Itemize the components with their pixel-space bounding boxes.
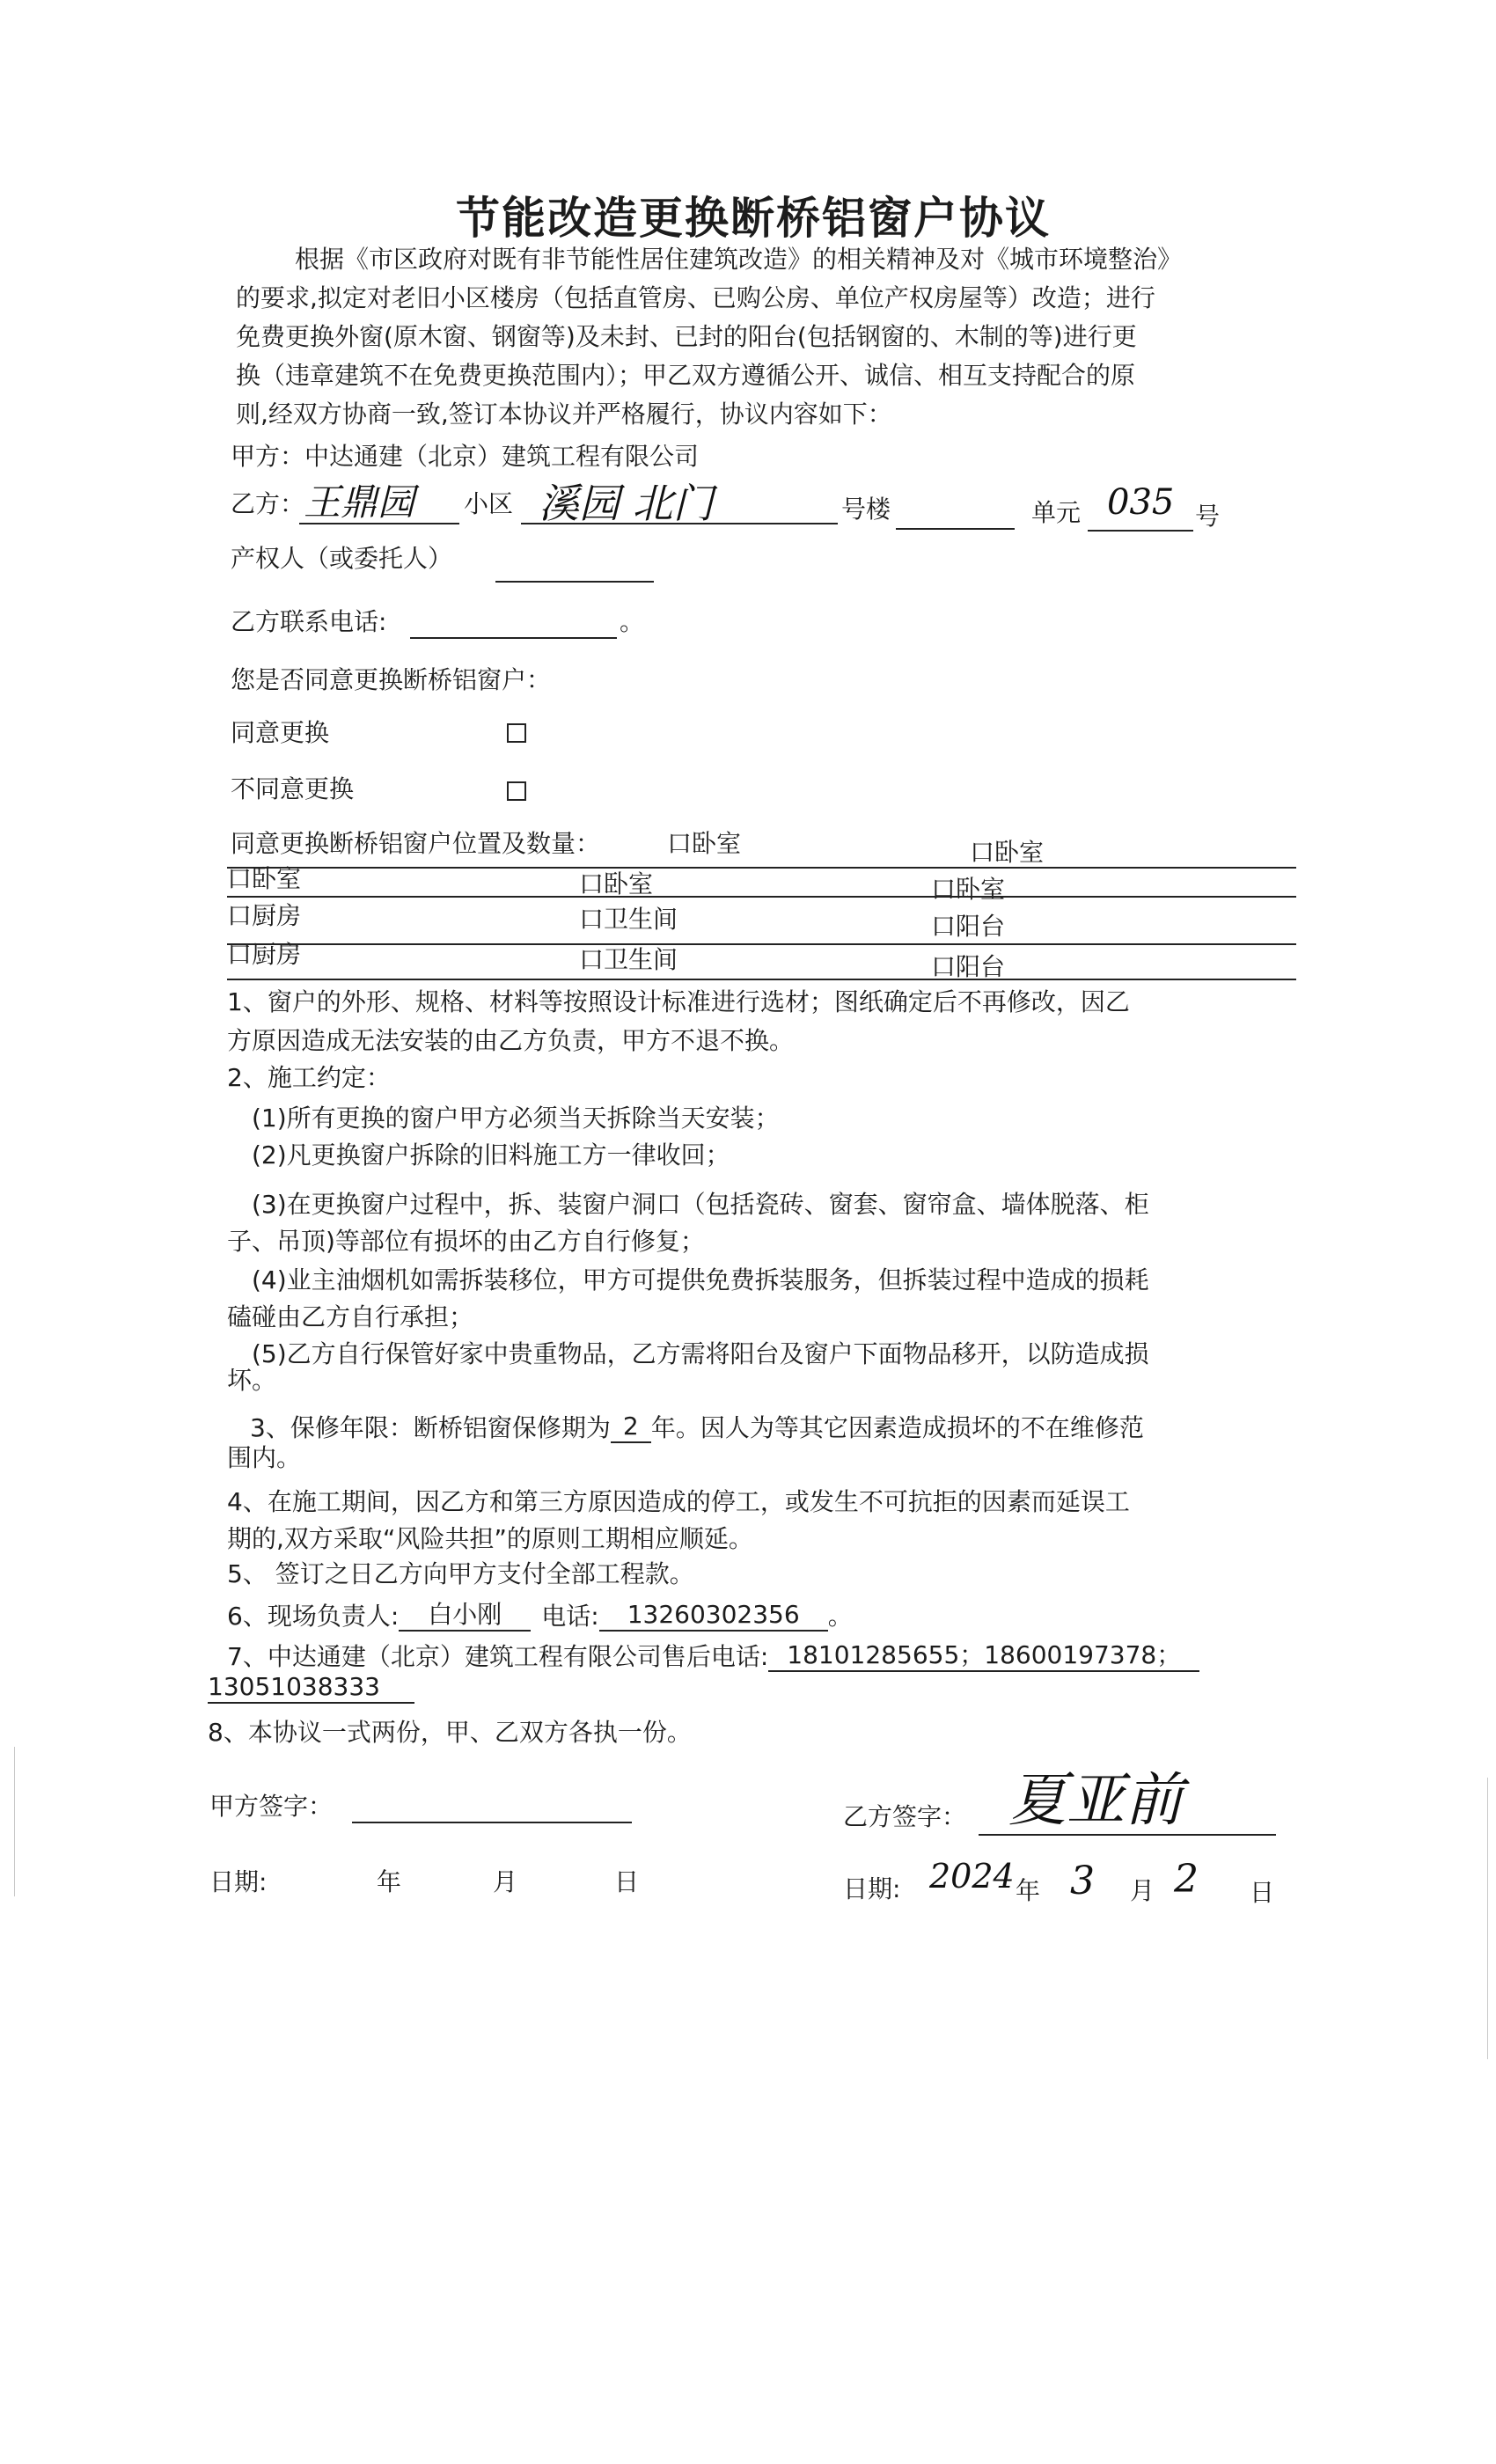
clause-4-line: 4、在施工期间，因乙方和第三方原因造成的停工，或发生不可抗拒的因素而延误工 [227,1487,1130,1516]
aftersales-phones: 18101285655；18600197378； [768,1640,1199,1672]
intro-line: 换（违章建筑不在免费更换范围内）；甲乙双方遵循公开、诚信、相互支持配合的原 [236,361,1136,390]
clause-6-end: 。 [827,1602,853,1631]
party-a-signature-line [352,1822,632,1823]
clause-3-post: 年。因人为等其它因素造成损坏的不在维修范 [650,1413,1144,1442]
clause-7-pre: 7、中达通建（北京）建筑工程有限公司售后电话: [227,1642,769,1671]
clause-3-line [250,1412,1144,1443]
date-a-year: 年 [377,1867,402,1896]
party-b-signature: 夏亚前 [1008,1766,1183,1834]
position-bedroom: 口卧室 [667,829,742,858]
date-b-day-handwritten: 2 [1174,1857,1199,1902]
community-underline [299,523,459,524]
position-bedroom: 口卧室 [931,875,1006,904]
clause-2-item: 子、吊顶)等部位有损坏的由乙方自行修复； [227,1227,705,1256]
positions-label: 同意更换断桥铝窗户位置及数量： [231,829,601,858]
agree-label: 同意更换 [231,718,330,747]
date-b-month: 月 [1130,1876,1155,1905]
clause-2-item: 坏。 [227,1366,277,1395]
clause-8-line: 8、本协议一式两份，甲、乙双方各执一份。 [208,1718,692,1747]
position-bedroom: 口卧室 [579,869,654,898]
date-b-label: 日期: [843,1874,901,1903]
date-b-year: 年 [1016,1876,1041,1905]
clause-4-line: 期的,双方采取“风险共担”的原则工期相应顺延。 [227,1524,753,1553]
agree-checkbox[interactable] [507,723,526,743]
date-b-year-handwritten: 2024 [929,1857,1015,1896]
party-b-signature-line [979,1834,1276,1836]
clause-1-line: 方原因造成无法安装的由乙方负责，甲方不退不换。 [227,1026,795,1055]
room-underline [1088,530,1193,532]
disagree-checkbox[interactable] [507,781,526,801]
date-b-month-handwritten: 3 [1070,1859,1095,1903]
phone-underline [410,637,617,639]
clause-6-phone-label: 电话: [541,1602,599,1631]
phone-end: 。 [620,607,645,636]
intro-line: 根据《市区政府对既有非节能性居住建筑改造》的相关精神及对《城市环境整治》 [295,245,1183,274]
disagree-label: 不同意更换 [231,774,355,803]
positions-rule [227,896,1296,898]
clause-1-line: 1、窗户的外形、规格、材料等按照设计标准进行选材；图纸确定后不再修改，因乙 [227,987,1130,1016]
owner-label: 产权人（或委托人） [231,544,453,573]
phone-label: 乙方联系电话: [231,607,387,636]
scan-edge-mark [14,1747,15,1896]
building-handwritten: 溪园 北门 [539,480,714,527]
building-suffix: 号楼 [841,495,891,524]
document-title: 节能改造更换断桥铝窗户协议 [456,193,1051,244]
party-a-line: 甲方：中达通建（北京）建筑工程有限公司 [231,442,700,471]
clause-2-item: (3)在更换窗户过程中，拆、装窗户洞口（包括瓷砖、窗套、窗帘盒、墙体脱落、柜 [252,1190,1149,1219]
date-a-day: 日 [614,1867,640,1896]
site-manager-phone: 13260302356 [599,1600,828,1632]
clause-7-line2 [208,1672,414,1704]
clause-6-line [227,1600,853,1632]
date-a-month: 月 [493,1867,518,1896]
community-suffix: 小区 [464,489,514,518]
clause-2-item: (2)凡更换窗户拆除的旧料施工方一律收回； [252,1140,730,1170]
clause-2-item: (5)乙方自行保管好家中贵重物品，乙方需将阳台及窗户下面物品移开，以防造成损 [252,1339,1149,1368]
positions-rule [227,867,1296,869]
position-balcony: 口阳台 [931,952,1006,981]
intro-line: 的要求,拟定对老旧小区楼房（包括直管房、已购公房、单位产权房屋等）改造；进行 [236,283,1155,312]
clause-6-pre: 6、现场负责人: [227,1602,400,1631]
aftersales-phone-3: 13051038333 [208,1672,414,1704]
scan-edge-mark [1487,1778,1488,2059]
room-handwritten: 035 [1107,482,1175,523]
community-handwritten: 王鼎园 [304,480,415,524]
building-underline [521,523,838,524]
clause-2-heading: 2、施工约定： [227,1063,391,1092]
question-text: 您是否同意更换断桥铝窗户： [231,665,552,694]
owner-underline [495,581,654,583]
position-bathroom: 口卫生间 [579,905,678,934]
positions-rule [227,979,1296,980]
position-bedroom: 口卧室 [970,838,1045,867]
position-bathroom: 口卫生间 [579,945,678,974]
room-suffix: 号 [1195,502,1221,531]
date-a-label: 日期: [209,1867,268,1896]
party-a-signature-label: 甲方签字： [209,1792,334,1821]
positions-rule [227,943,1296,945]
clause-2-item: (4)业主油烟机如需拆装移位，甲方可提供免费拆装服务，但拆装过程中造成的损耗 [252,1265,1149,1294]
intro-line: 免费更换外窗(原木窗、钢窗等)及未封、已封的阳台(包括钢窗的、木制的等)进行更 [236,322,1137,351]
party-b-label: 乙方： [231,489,305,518]
intro-line: 则,经双方协商一致,签订本协议并严格履行，协议内容如下： [236,400,892,429]
site-manager-name: 白小刚 [399,1600,531,1632]
position-kitchen: 口厨房 [227,901,302,930]
clause-2-item: (1)所有更换的窗户甲方必须当天拆除当天安装； [252,1104,780,1133]
warranty-years: 2 [611,1412,651,1443]
date-b-day: 日 [1250,1878,1275,1907]
clause-7-line [227,1640,1199,1672]
unit-suffix: 单元 [1031,498,1082,527]
position-balcony: 口阳台 [931,912,1006,941]
party-b-signature-label: 乙方签字： [843,1802,967,1831]
clause-3-pre: 3、保修年限：断桥铝窗保修期为 [250,1413,611,1442]
unit-underline [896,528,1015,530]
clause-3-line2: 围内。 [227,1443,302,1472]
position-bedroom: 口卧室 [227,864,302,893]
position-kitchen: 口厨房 [227,940,302,969]
clause-2-item: 磕碰由乙方自行承担； [227,1302,474,1331]
clause-5-line: 5、 签订之日乙方向甲方支付全部工程款。 [227,1559,694,1588]
